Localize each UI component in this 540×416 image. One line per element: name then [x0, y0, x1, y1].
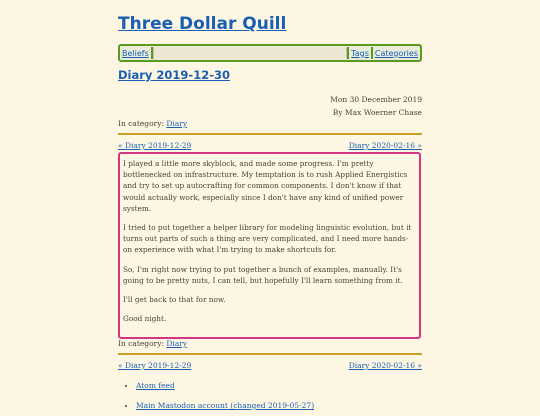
category-link[interactable]: Diary [166, 339, 188, 348]
post-paragraph: I played a little more skyblock, and made some progress. I'm pretty bottlenecked on infrastructure. My temptation is to rush Applied Energistics and try to set up autocrafting for common components. I don't know if that would actually work, especially since I don't have any kind of unified power system. [123, 159, 408, 213]
pager-top [118, 141, 422, 150]
next-post-link[interactable]: Diary 2020-02-16 » [348, 141, 422, 150]
prev-post-link[interactable]: « Diary 2019-12-29 [118, 361, 192, 370]
footer-links [124, 376, 314, 416]
post-content [118, 152, 421, 339]
post-title-link[interactable]: Diary 2019-12-30 [118, 68, 230, 82]
category-label: In category: [118, 119, 164, 128]
list-item [136, 396, 314, 416]
nav-spacer [153, 47, 347, 59]
nav-tags-link[interactable]: Tags [351, 48, 369, 58]
nav-beliefs-link[interactable]: Beliefs [122, 48, 149, 58]
nav-categories-link[interactable]: Categories [374, 48, 418, 58]
divider-top [118, 133, 422, 135]
divider-bottom [118, 353, 422, 355]
prev-post-link[interactable]: « Diary 2019-12-29 [118, 141, 192, 150]
post-category-bottom [118, 339, 187, 348]
mastodon-link[interactable]: Main Mastodon account (changed 2019-05-27) [136, 401, 315, 410]
category-link[interactable]: Diary [166, 119, 188, 128]
site-title-link[interactable]: Three Dollar Quill [118, 14, 287, 34]
list-item [136, 376, 314, 396]
atom-feed-link[interactable]: Atom feed [136, 381, 175, 390]
post-author: By Max Woerner Chase [332, 108, 422, 117]
category-label: In category: [118, 339, 164, 348]
nav-bar [118, 44, 422, 62]
post-paragraph: I'll get back to that for now. [123, 295, 226, 305]
post-paragraph: Good night. [123, 314, 167, 324]
post-paragraph: I tried to put together a helper library for modeling linguistic evolution, but it turns out parts of such a thing are very complicated, and I need more hands-on experience with what I'm trying to make shortcuts for. [123, 223, 412, 255]
post-category-top [118, 119, 187, 128]
pager-bottom [118, 361, 422, 370]
next-post-link[interactable]: Diary 2020-02-16 » [348, 361, 422, 370]
post-date: Mon 30 December 2019 [330, 95, 422, 104]
post-paragraph: So, I'm right now trying to put together a bunch of examples, manually. It's going to be pretty nuts, I can tell, but hopefully I'll learn something from it. [123, 264, 403, 285]
